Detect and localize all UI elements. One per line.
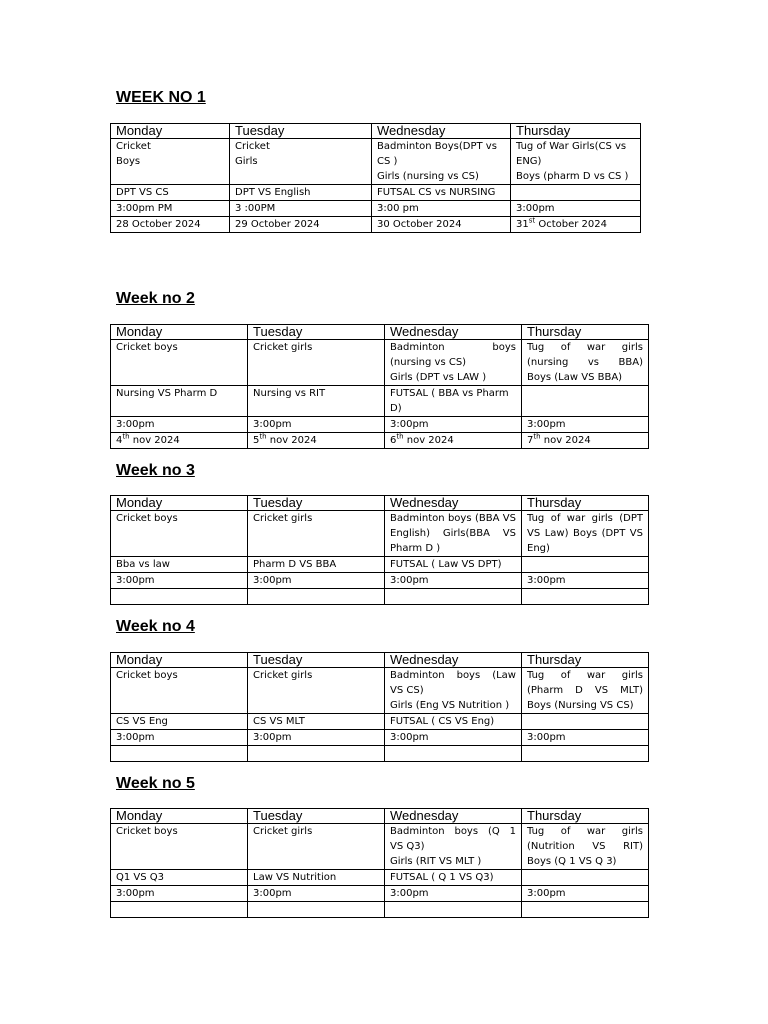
event-line: Boys [116,156,141,167]
thursday-event-cell [511,139,641,185]
events-row [111,511,649,557]
header-monday: Monday [111,809,248,824]
event-line: Boys (Q 1 VS Q 3) [527,856,617,867]
date-text: 29 October 2024 [235,219,320,230]
tuesday-match-cell: Nursing vs RIT [248,386,385,417]
monday-date-cell [111,217,230,233]
event-line: Boys (Law VS BBA) [527,372,623,383]
monday-time-cell: 3:00pm PM [111,201,230,217]
wednesday-match-cell: FUTSAL ( Q 1 VS Q3) [385,870,522,886]
event-line: Boys (Nursing VS CS) [527,700,634,711]
week-5-schedule-table [110,808,649,918]
times-row [111,417,649,433]
thursday-event-cell [522,824,649,870]
event-line: (nursing vs CS) [390,357,467,368]
header-thursday: Thursday [511,124,641,139]
dates-row [111,746,649,762]
wednesday-date-cell [372,217,511,233]
event-line: VS Q3) [390,841,425,852]
wednesday-event-cell: Badminton boys (BBA VS English) Girls(BBA VS Pharm D ) [385,511,522,557]
tuesday-match-cell: CS VS MLT [248,714,385,730]
monday-match-cell: DPT VS CS [111,185,230,201]
date-day: 7 [527,435,534,446]
tuesday-match-cell: DPT VS English [230,185,372,201]
dates-row [111,589,649,605]
times-row [111,886,649,902]
week-2-title: Week no 2 [116,290,195,307]
thursday-time-cell: 3:00pm [511,201,641,217]
thursday-date-cell [522,589,649,605]
tuesday-date-cell [248,902,385,918]
tuesday-time-cell: 3:00pm [248,886,385,902]
monday-date-cell [111,433,248,449]
thursday-date-cell [522,433,649,449]
event-line: Tug of war girls [527,342,643,353]
wednesday-date-cell [385,433,522,449]
thursday-date-cell [522,746,649,762]
header-wednesday: Wednesday [385,325,522,340]
thursday-date-cell [511,217,641,233]
event-line: Girls [235,156,258,167]
dates-row [111,217,641,233]
date-month-year: nov 2024 [540,435,591,446]
matches-row [111,185,641,201]
event-line: (Pharm D VS MLT) [527,685,643,696]
date-day: 6 [390,435,397,446]
tuesday-event-cell: Cricket girls [248,824,385,870]
header-row [111,653,649,668]
header-monday: Monday [111,124,230,139]
events-row [111,340,649,386]
monday-event-cell: Cricket boys [111,340,248,386]
monday-match-cell: Bba vs law [111,557,248,573]
wednesday-event-cell [372,139,511,185]
event-line: CS ) [377,156,398,167]
thursday-match-cell [522,557,649,573]
tuesday-event-cell: Cricket girls [248,668,385,714]
event-line: Girls (Eng VS Nutrition ) [390,700,510,711]
week-1-title: WEEK NO 1 [116,89,206,106]
event-line: Badminton Boys(DPT vs [377,141,497,152]
tuesday-event-cell: Cricket girls [248,340,385,386]
date-day: 31 [516,219,529,230]
tuesday-date-cell [248,433,385,449]
tuesday-time-cell: 3 :00PM [230,201,372,217]
week-1-schedule-table [110,123,641,233]
thursday-time-cell: 3:00pm [522,886,649,902]
monday-event-cell: Cricket boys [111,668,248,714]
wednesday-time-cell: 3:00 pm [372,201,511,217]
wednesday-match-cell: FUTSAL ( CS VS Eng) [385,714,522,730]
tuesday-date-cell [248,589,385,605]
monday-event-cell [111,139,230,185]
wednesday-event-cell [385,824,522,870]
tuesday-time-cell: 3:00pm [248,417,385,433]
monday-date-cell [111,902,248,918]
header-tuesday: Tuesday [230,124,372,139]
date-month-year: nov 2024 [403,435,454,446]
times-row [111,573,649,589]
events-row [111,668,649,714]
header-row [111,809,649,824]
date-ordinal-suffix: th [396,432,404,441]
monday-match-cell: Nursing VS Pharm D [111,386,248,417]
event-line: Boys (pharm D vs CS ) [516,171,629,182]
times-row [111,730,649,746]
event-line: Girls (DPT vs LAW ) [390,372,487,383]
dates-row [111,433,649,449]
header-monday: Monday [111,496,248,511]
tuesday-time-cell: 3:00pm [248,573,385,589]
event-line: Cricket [116,141,151,152]
thursday-time-cell: 3:00pm [522,730,649,746]
week-4-title: Week no 4 [116,618,195,635]
tuesday-match-cell: Law VS Nutrition [248,870,385,886]
wednesday-event-cell [385,340,522,386]
events-row [111,139,641,185]
date-text: 30 October 2024 [377,219,462,230]
wednesday-match-cell: FUTSAL CS vs NURSING [372,185,511,201]
header-wednesday: Wednesday [385,653,522,668]
monday-match-cell: Q1 VS Q3 [111,870,248,886]
header-thursday: Thursday [522,496,649,511]
dates-row [111,902,649,918]
date-ordinal-suffix: th [122,432,130,441]
monday-date-cell [111,589,248,605]
times-row [111,201,641,217]
header-thursday: Thursday [522,809,649,824]
date-ordinal-suffix: th [259,432,267,441]
wednesday-time-cell: 3:00pm [385,886,522,902]
header-thursday: Thursday [522,653,649,668]
date-ordinal-suffix: st [528,216,536,225]
header-tuesday: Tuesday [248,809,385,824]
matches-row [111,557,649,573]
event-line: Tug of war girls [527,670,643,681]
date-text: 28 October 2024 [116,219,201,230]
week-3-title: Week no 3 [116,462,195,479]
thursday-event-cell [522,340,649,386]
tuesday-time-cell: 3:00pm [248,730,385,746]
wednesday-date-cell [385,902,522,918]
event-line: Badminton boys [390,342,516,353]
tuesday-date-cell [230,217,372,233]
thursday-date-cell [522,902,649,918]
date-month-year: October 2024 [535,219,607,230]
wednesday-date-cell [385,746,522,762]
event-line: Badminton boys (Law [390,670,516,681]
event-line: (Nutrition VS RIT) [527,841,643,852]
thursday-time-cell: 3:00pm [522,573,649,589]
monday-time-cell: 3:00pm [111,417,248,433]
wednesday-time-cell: 3:00pm [385,730,522,746]
date-ordinal-suffix: th [533,432,541,441]
header-wednesday: Wednesday [385,496,522,511]
wednesday-match-cell: FUTSAL ( Law VS DPT) [385,557,522,573]
wednesday-match-cell: FUTSAL ( BBA vs Pharm D) [385,386,522,417]
thursday-event-cell: Tug of war girls (DPT VS Law) Boys (DPT VS Eng) [522,511,649,557]
event-line: ENG) [516,156,542,167]
events-row [111,824,649,870]
tuesday-event-cell: Cricket girls [248,511,385,557]
wednesday-date-cell [385,589,522,605]
monday-event-cell: Cricket boys [111,511,248,557]
header-wednesday: Wednesday [372,124,511,139]
week-3-schedule-table [110,495,649,605]
wednesday-time-cell: 3:00pm [385,417,522,433]
monday-time-cell: 3:00pm [111,886,248,902]
monday-match-cell: CS VS Eng [111,714,248,730]
event-line: Tug of War Girls(CS vs [516,141,627,152]
event-line: Tug of war girls [527,826,643,837]
wednesday-time-cell: 3:00pm [385,573,522,589]
header-row [111,124,641,139]
date-day: 4 [116,435,123,446]
header-monday: Monday [111,653,248,668]
date-month-year: nov 2024 [129,435,180,446]
thursday-match-cell [522,386,649,417]
week-5-title: Week no 5 [116,775,195,792]
date-month-year: nov 2024 [266,435,317,446]
tuesday-event-cell [230,139,372,185]
header-row [111,496,649,511]
thursday-match-cell [522,870,649,886]
event-line: Girls (RIT VS MLT ) [390,856,482,867]
matches-row [111,714,649,730]
matches-row [111,386,649,417]
wednesday-event-cell [385,668,522,714]
event-line: Badminton boys (Q 1 [390,826,516,837]
week-2-schedule-table [110,324,649,449]
date-day: 5 [253,435,260,446]
header-tuesday: Tuesday [248,325,385,340]
thursday-match-cell [511,185,641,201]
event-line: (nursing vs BBA) [527,357,643,368]
event-line: VS CS) [390,685,424,696]
event-line: Girls (nursing vs CS) [377,171,479,182]
week-4-schedule-table [110,652,649,762]
monday-time-cell: 3:00pm [111,730,248,746]
header-row [111,325,649,340]
tuesday-match-cell: Pharm D VS BBA [248,557,385,573]
header-tuesday: Tuesday [248,496,385,511]
header-wednesday: Wednesday [385,809,522,824]
header-thursday: Thursday [522,325,649,340]
thursday-match-cell [522,714,649,730]
tuesday-date-cell [248,746,385,762]
monday-time-cell: 3:00pm [111,573,248,589]
thursday-time-cell: 3:00pm [522,417,649,433]
header-monday: Monday [111,325,248,340]
header-tuesday: Tuesday [248,653,385,668]
monday-date-cell [111,746,248,762]
event-line: Cricket [235,141,270,152]
matches-row [111,870,649,886]
thursday-event-cell [522,668,649,714]
monday-event-cell: Cricket boys [111,824,248,870]
